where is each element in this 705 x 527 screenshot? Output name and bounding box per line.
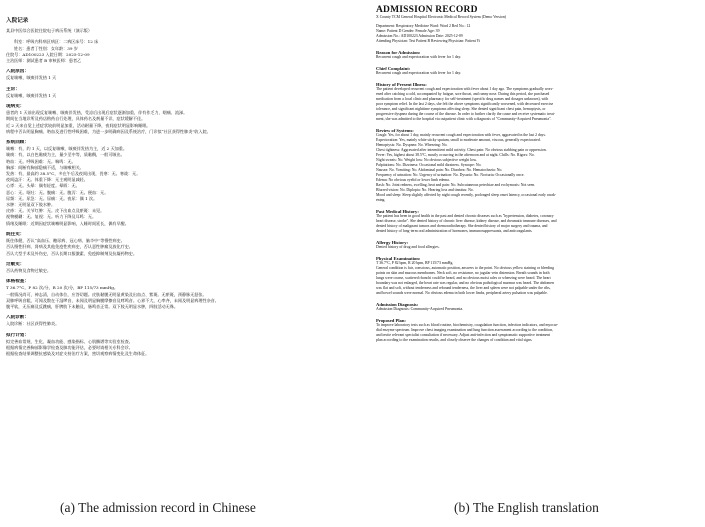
section-line: Rash: No. Joint redness, swelling, heat and pain: No. Subcutaneous petechiae and ecchymosis: Not seen. (376, 183, 536, 187)
section-line: Nausea: No. Vomiting: No. Abdominal pain: No. Diarrhea: No. Hematochezia: No. (376, 168, 503, 172)
section-line: Expectoration: Yes, mainly white sticky sputum, small to moderate amount, viscous, generally expectorated. (376, 138, 541, 142)
section-line: 拟完善血常规、生化、凝血功能、感染指标、心肌酶谱等实验室检查。 (6, 338, 133, 344)
section-line: 情绪及睡眠：近期因症状咳嗽明显影响，入睡时间延长，偶有早醒。 (6, 220, 129, 226)
section-heading: 过敏史： (6, 261, 25, 267)
section-line: dial enzyme spectrum. Improve chest imaging examination and lung function assessment according to the condition, (376, 328, 554, 332)
record-title: 入院记录 (6, 18, 29, 24)
section-line: 咳痰：有，以白色黏痰为主，量少至中等，质黏稠，一般可咳出。 (6, 152, 125, 158)
record-title: ADMISSION RECORD (376, 5, 478, 15)
section-line: 根据检查结果调整抗感染及对症支持治疗方案，密切观察病情变化及生命体征。 (6, 351, 150, 357)
section-line: 心悸：无。头晕：偶有轻度。晕厥：无。 (6, 183, 80, 189)
section-line: 否认药物及食物过敏史。 (6, 267, 52, 273)
section-line: poor symptom relief. In the last 2 days, she felt the above symptoms significantly worsened, with decreased exercise (376, 102, 554, 106)
section-line: 既往体健，否认“高血压、糖尿病、冠心病、脑卒中”等慢性病史。 (6, 238, 125, 244)
section-line: To improve laboratory tests such as blood routine, biochemistry, coagulation function, infection indicators, and myocar- (376, 323, 559, 327)
section-line: Frequency of urination: No. Urgency of urination: No. Dysuria: No. Nocturia: Occasionally once. (376, 173, 525, 177)
section-line: Blurred vision: No. Diplopia: No. Hearing loss and tinnitus: No. (376, 188, 474, 192)
section-line: 入院诊断：社区获得性肺炎。 (6, 321, 60, 327)
section-heading: 系统回顾： (6, 140, 29, 146)
section-heading: 入院诊断： (6, 315, 29, 321)
section-line: 发热：有，最高约 38.5°C，多在午后及夜间出现，畏寒：无。寒战：无。 (6, 171, 141, 177)
section-heading: 主诉： (6, 86, 20, 92)
section-line: Night sweats: No. Weight loss: No obvious subjective weight loss. (376, 158, 477, 162)
section-line: 双肺呼吸音粗，可闻及散在干湿啰音，未闻及明显胸膜摩擦音及哮鸣音。心界不大，心率齐，未闻及明显病理性杂音。 (6, 297, 219, 303)
section-line: 胸部：间断有胸部隐痛不适，与咳嗽相关。 (6, 164, 84, 170)
section-heading: 现病史： (6, 104, 25, 110)
section-line: Palpitations: No. Dizziness: Occasional mild dizziness. Syncope: No. (376, 163, 482, 167)
section-line: Denied history of drug and food allergies. (376, 245, 440, 249)
section-heading: 入院原因： (6, 69, 29, 75)
caption-chinese: (a) The admission record in Chinese (60, 500, 256, 515)
section-line: 恶心：无。呕吐：无。腹痛：无。腹泻：无。便血：无。 (6, 189, 109, 195)
section-line: ened after catching a cold, accompanied by fatigue, sore throat, and runny nose. During this period, she purchased (376, 92, 550, 96)
section-line: 反复咳嗽、咳痰伴发热 1 天 (6, 92, 57, 98)
section-line: General condition is fair, conscious, automatic position, answers to the point. No obvious yellow staining or bleeding (376, 266, 555, 270)
section-line: T 36.7°C，P 82 次/分，R 20 次/分，BP 115/73 mmHg。 (6, 285, 119, 291)
section-line: heart disease, stroke". She denied history of chronic liver disease, kidney disease, and rheumatic immune diseases, and (376, 219, 557, 223)
section-heading: 既往史： (6, 231, 25, 237)
section-line: tolerance, and significant nighttime symptoms affecting sleep. She denied significant chest pain, hemoptysis, or (376, 107, 546, 111)
section-line: denied history of long-term oral administration of hormones, immunosuppressants, and anticoagulants. (376, 229, 533, 233)
section-heading: History of Present Illness: (376, 82, 427, 87)
patient-info (376, 24, 700, 44)
section-line: 水肿：无明显双下肢水肿。 (6, 202, 56, 208)
section-heading: Physical Examination: (376, 256, 421, 261)
section-line: Fever: Yes, highest about 38.5°C, mostly occurring in the afternoon and at night. Chills: No. Rigors: No. (376, 153, 535, 157)
section-line: 咳嗽：有，约 1 天，以反复咳嗽、咳痰伴发热为主，近 2 天加重。 (6, 146, 127, 152)
section-heading: Past Medical History: (376, 209, 419, 214)
record-sections (6, 64, 348, 357)
section-line: 皮疹：无。关节红肿：无。皮下出血点及瘀斑：未见。 (6, 208, 105, 214)
section-line: T 36.7°C, P 82 bpm, R 20 bpm, BP 115/73 mmHg. (376, 261, 454, 265)
section-line: medication from a local clinic and pharmacy for self-treatment (specific drug names and dosages unknown), with (376, 97, 549, 101)
section-line: was flat and soft, without tenderness and rebound tenderness, the liver and spleen were not palpable under the ribs, (376, 286, 551, 290)
info-line: Department: Respiratory Medicine Ward: Ward 2 Bed No.: 12 (376, 24, 471, 28)
section-line: 腹平软，无压痛及反跳痛，肝脾肋下未触及，肠鸣音正常。双下肢无明显水肿，四肢活动无殊。 (6, 303, 178, 309)
hospital-name: X County TCM General Hospital Electronic Medical Record System (Demo Version) (376, 15, 506, 19)
section-line: and bowel sounds were normal. No obvious edema in both lower limbs, peripheral artery pulsation was palpable. (376, 291, 548, 295)
section-line: ening. (376, 198, 386, 202)
section-heading: 拟行计划： (6, 332, 29, 338)
record-sections (376, 44, 700, 343)
hospital-name: 某县中医综合医院住院电子病历系统（演示版） (6, 28, 92, 34)
section-line: Chest tightness: Aggravated after intermittent mild activity. Chest pain: No obvious stabbing pain or oppression. (376, 148, 547, 152)
section-heading: Chief Complaint: (376, 66, 411, 71)
section-heading: Proposed Plan: (376, 318, 406, 323)
section-line: boundary was not enlarged, the heart rate was regular, and no obvious pathological murmur was heard. The abdomen (376, 281, 554, 285)
section-line: Mood and sleep: Sleep slightly affected by night cough recently, prolonged sleep onset latency, occasional early awak- (376, 193, 557, 197)
info-line: Name: Patient D Gender: Female Age: 39 (376, 29, 440, 33)
info-line: 姓名：患者丁性别：女年龄：39 岁 (14, 45, 78, 51)
section-line: lungs were coarse, scattered rhonchi could be heard, and no obvious moist rales or wheezing were heard. The heart (376, 276, 551, 280)
section-heading: 体格检查： (6, 279, 29, 285)
section-line: The patient developed recurrent cough and expectoration with fever about 1 day ago. The symptoms gradually wors- (376, 87, 554, 91)
section-line: 否认大型手术及外伤史，否认长期口服激素、免疫抑制剂及抗凝药物史。 (6, 250, 137, 256)
section-heading: Review of Systems: (376, 128, 414, 133)
section-line: 尿频：无。尿急：无。尿痛：无。夜尿：偶 1 次。 (6, 195, 98, 201)
patient-info (6, 39, 348, 64)
caption-english: (b) The English translation (454, 500, 599, 515)
info-line: Attending Physician: Test Patient B Reviewing Physician: Patient Yi (376, 39, 481, 43)
section-line: Cough: Yes, for about 1 day, mainly recurrent cough and expectoration with fever, aggravated in the last 2 days. (376, 133, 546, 137)
section-line: and invite relevant specialist consultation if necessary. Adjust anti-infection and symptomatic supportive treatment (376, 333, 551, 337)
section-line: Recurrent cough and expectoration with fever for 1 day. (376, 71, 462, 75)
section-line: 病程中否认明显胸痛、咯血及进行性呼吸困难，为进一步明确病因及系统治疗，门诊拟“社区获得性肺炎”收入院。 (6, 128, 211, 134)
section-heading: Allergy History: (376, 240, 409, 245)
section-line: ment, she was admitted to the hospital via outpatient clinic with a diagnosis of "Community-Acquired Pneumonia". (376, 117, 552, 121)
section-heading: Admission Diagnosis: (376, 302, 419, 307)
info-line: 住院号：AD100223 入院日期：2025-12-09 (6, 51, 90, 57)
section-line: denied history of malignant tumors and chemoradiotherapy. She denied history of major surgery and trauma, and (376, 224, 548, 228)
section-line: plan according to the examination results, and closely observe the changes of condition and vital signs. (376, 338, 533, 342)
section-line: 一般情况尚可，神志清，自动体位，应答切题。皮肤黏膜无明显黄染及出血点、紫斑。无瘀斑，颈静脉无怒张。 (6, 291, 207, 297)
section-line: 患者约 1 天前出现反复咳嗽、咳痰伴发热，受凉后出现后症状逐渐加重，伴有作乏力、咽痛、流涕。 (6, 110, 188, 116)
section-line: 视物模糊：无。复视：无。听力下降及耳鸣：无。 (6, 214, 97, 220)
section-line: progressive dyspnea during the course of the disease. In order to further clarify the cause and receive systematic treat- (376, 112, 556, 116)
section-line: Recurrent cough and expectoration with fever for 1 day. (376, 55, 462, 59)
section-line: 根据病情完善胸部影像学检查及肺功能评估，必要时请相关专科会诊。 (6, 344, 133, 350)
info-line: Admission No.: AD100223 Admission Date: 2025-12-09 (376, 34, 463, 38)
section-line: Hemoptysis: No. Dyspnea: No. Wheezing: No. (376, 143, 448, 147)
info-line: 主治医师：测试患者 B 审核医师：患者乙 (6, 58, 82, 64)
section-line: The patient has been in good health in the past and denied chronic diseases such as "hypertension, diabetes, coronary (376, 214, 554, 218)
info-line: 科室：呼吸内科病区病区：二病区床号：12 床 (14, 39, 99, 45)
section-line: Admission Diagnosis: Community-Acquired Pneumonia. (376, 307, 464, 311)
section-heading: Reason for Admission: (376, 50, 421, 55)
section-line: points on skin and mucous membranes. Neck soft, no resistance, no jugular vein distension. Breath sounds in both (376, 271, 550, 275)
section-line: 期间在当地诊所及药店购药自行处理，具体药名及剂量不详，症状缓解不佳。 (6, 116, 146, 122)
chinese-record-panel (6, 0, 348, 490)
section-line: 否认慢性肝病、肾病及其他免疫性疾病史，否认恶性肿瘤及放化疗史。 (6, 244, 133, 250)
section-line: 咯血：无。呼吸困难：无。喘鸣：无。 (6, 158, 76, 164)
section-line: 反复咳嗽、咳痰伴发热 1 天 (6, 75, 57, 81)
section-line: 近 2 天来自觉上述症状较前明显加重，活动耐量下降，夜间症状明显影响睡眠。 (6, 122, 151, 128)
section-line: 夜间盗汗：无。体重下降：无主观明显减轻。 (6, 177, 88, 183)
english-record-panel (376, 0, 700, 490)
section-line: Edema: No obvious eyelid or lower limb edema. (376, 178, 450, 182)
